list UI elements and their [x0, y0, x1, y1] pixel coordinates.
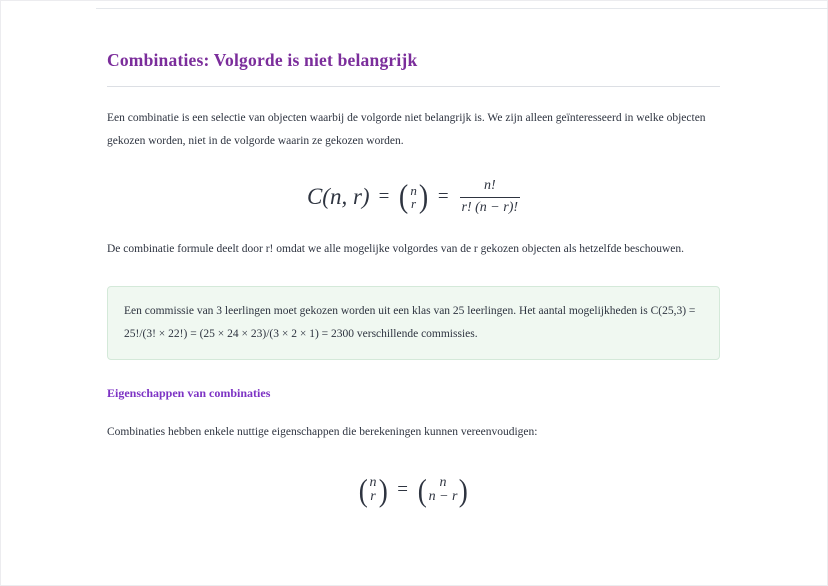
open-paren: ( — [358, 472, 368, 509]
symmetry-formula — [107, 472, 720, 509]
binomial-bottom: n − r — [428, 489, 458, 505]
equals-sign: = — [397, 479, 408, 501]
binomial-top: n — [439, 474, 447, 490]
page-title: Combinaties: Volgorde is niet belangrijk — [107, 50, 418, 70]
binomial-stack — [409, 184, 418, 211]
title-divider — [107, 86, 720, 87]
binomial-bottom: r — [370, 489, 376, 505]
binomial-left — [358, 472, 388, 509]
binomial-stack — [428, 476, 459, 505]
binomial-coefficient — [398, 178, 429, 215]
close-paren: ) — [378, 472, 388, 509]
explanation-paragraph: De combinatie formule deelt door r! omdat we alle mogelijke volgordes van de r gekozen objecten als hetzelfde beschouwen. — [107, 242, 685, 255]
fraction-numerator: n! — [460, 177, 521, 198]
example-callout — [107, 286, 720, 360]
combination-formula — [107, 177, 720, 218]
open-paren: ( — [399, 178, 409, 215]
binomial-top: n — [410, 182, 417, 198]
equals-sign: = — [378, 186, 390, 208]
binomial-top: n — [369, 474, 377, 490]
binomial-bottom: r — [411, 196, 417, 212]
close-paren: ) — [418, 178, 428, 215]
document-content — [107, 0, 720, 509]
fraction — [460, 177, 521, 218]
intro-paragraph: Een combinatie is een selectie van objecten waarbij de volgorde niet belangrijk is. We zijn alleen geïnteresseerd in welke objecten gekozen worden, niet in de volgorde waarin ze gekozen worden. — [107, 112, 706, 147]
binomial-right — [417, 472, 469, 509]
properties-paragraph: Combinaties hebben enkele nuttige eigenschappen die berekeningen kunnen vereenvoudigen: — [107, 425, 538, 438]
open-paren: ( — [417, 472, 427, 509]
example-text: Een commissie van 3 leerlingen moet gekozen worden uit een klas van 25 leerlingen. Het aantal mogelijkheden is C(25,3) = 25!/(3! × 22!) = (25 × 24 × 23)/(3 × 2 × 1) = 2300 verschillende commissies. — [124, 304, 696, 340]
section-subheading: Eigenschappen van combinaties — [107, 385, 271, 400]
formula-lhs: C(n, r) — [306, 184, 370, 210]
close-paren: ) — [459, 472, 469, 509]
equals-sign: = — [437, 186, 449, 208]
binomial-stack — [369, 476, 378, 505]
fraction-denominator: r! (n − r)! — [461, 199, 519, 215]
top-divider — [96, 8, 828, 9]
